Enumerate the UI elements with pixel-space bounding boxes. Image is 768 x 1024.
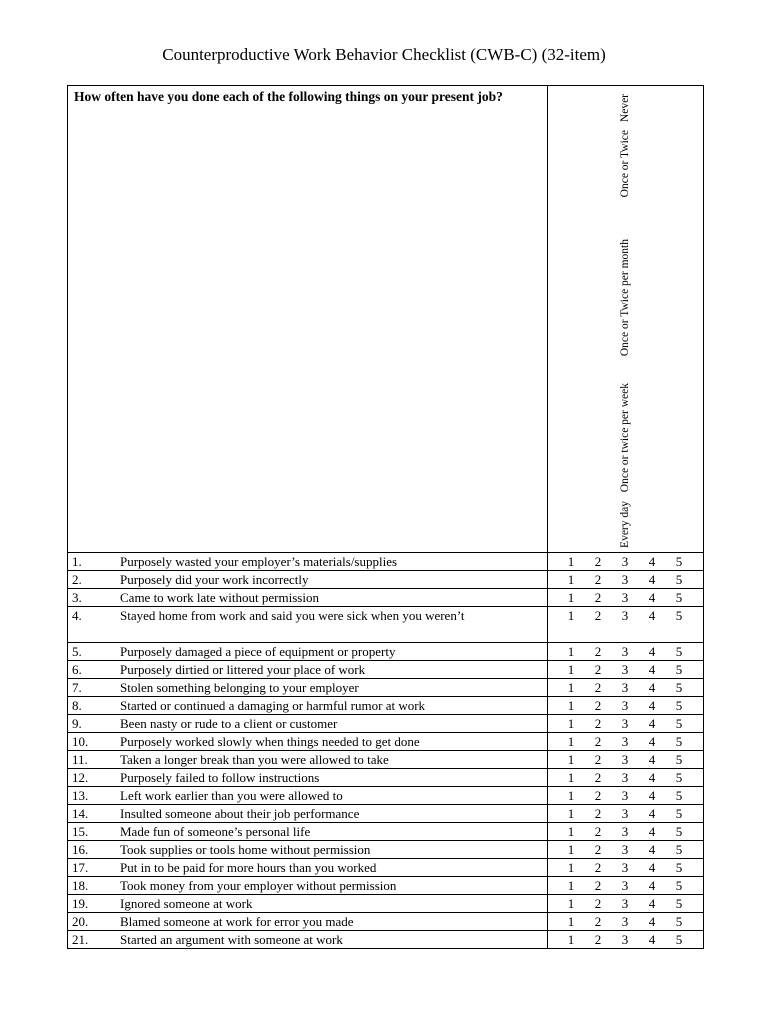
item-cell — [68, 823, 548, 841]
scale-option-4[interactable]: 4 — [648, 554, 656, 569]
table-row — [68, 805, 704, 823]
scale-option-1[interactable]: 1 — [567, 824, 575, 839]
scale-cell — [548, 877, 704, 895]
scale-option-2[interactable]: 2 — [594, 896, 602, 911]
scale-option-1[interactable]: 1 — [567, 698, 575, 713]
scale-option-2[interactable]: 2 — [594, 914, 602, 929]
scale-cell — [548, 643, 704, 661]
scale-option-2[interactable]: 2 — [594, 878, 602, 893]
scale-cell — [548, 751, 704, 769]
item-number: 18. — [72, 878, 89, 893]
scale-option-4[interactable]: 4 — [648, 842, 656, 857]
scale-option-1[interactable]: 1 — [567, 734, 575, 749]
scale-option-1[interactable]: 1 — [567, 842, 575, 857]
item-text: Started an argument with someone at work — [120, 932, 343, 947]
item-text: Been nasty or rude to a client or customer — [120, 716, 338, 731]
table-row — [68, 643, 704, 661]
item-text: Purposely did your work incorrectly — [120, 572, 309, 587]
scale-option-5[interactable]: 5 — [675, 770, 683, 785]
table-row — [68, 859, 704, 877]
item-cell — [68, 751, 548, 769]
scale-option-3[interactable]: 3 — [621, 680, 629, 695]
item-text: Took supplies or tools home without permission — [120, 842, 371, 857]
item-text: Started or continued a damaging or harmful rumor at work — [120, 698, 426, 713]
item-number: 3. — [72, 590, 82, 605]
scale-cell — [548, 715, 704, 733]
scale-cell — [548, 697, 704, 715]
item-number: 20. — [72, 914, 89, 929]
item-number: 11. — [72, 752, 88, 767]
scale-option-5[interactable]: 5 — [675, 554, 683, 569]
scale-option-3[interactable]: 3 — [621, 662, 629, 677]
frequency-label-once-twice-week: Once or twice per week — [619, 382, 631, 492]
item-number: 2. — [72, 572, 82, 587]
item-text: Left work earlier than you were allowed to — [120, 788, 343, 803]
scale-cell — [548, 571, 704, 589]
item-cell — [68, 661, 548, 679]
scale-option-1[interactable]: 1 — [567, 878, 575, 893]
scale-option-1[interactable]: 1 — [567, 788, 575, 803]
scale-option-5[interactable]: 5 — [675, 878, 683, 893]
scale-option-2[interactable]: 2 — [594, 590, 602, 605]
scale-option-2[interactable]: 2 — [594, 644, 602, 659]
scale-option-5[interactable]: 5 — [675, 734, 683, 749]
scale-option-4[interactable]: 4 — [648, 770, 656, 785]
scale-option-3[interactable]: 3 — [621, 932, 629, 947]
scale-option-5[interactable]: 5 — [675, 932, 683, 947]
item-cell — [68, 571, 548, 589]
table-row — [68, 823, 704, 841]
item-text: Stayed home from work and said you were sick when you weren’t — [120, 608, 465, 623]
item-cell — [68, 643, 548, 661]
scale-option-2[interactable]: 2 — [594, 554, 602, 569]
item-cell — [68, 895, 548, 913]
scale-option-4[interactable]: 4 — [648, 644, 656, 659]
checklist-table — [67, 85, 704, 949]
frequency-label-once-twice-month: Once or Twice per month — [619, 238, 631, 356]
item-number: 13. — [72, 788, 89, 803]
scale-option-1[interactable]: 1 — [567, 860, 575, 875]
item-text: Purposely failed to follow instructions — [120, 770, 320, 785]
scale-option-1[interactable]: 1 — [567, 896, 575, 911]
item-number: 5. — [72, 644, 82, 659]
scale-option-4[interactable]: 4 — [648, 896, 656, 911]
item-text: Came to work late without permission — [120, 590, 319, 605]
scale-option-5[interactable]: 5 — [675, 752, 683, 767]
scale-option-3[interactable]: 3 — [621, 752, 629, 767]
item-number: 14. — [72, 806, 89, 821]
scale-option-2[interactable]: 2 — [594, 806, 602, 821]
scale-option-3[interactable]: 3 — [621, 716, 629, 731]
header-row — [68, 86, 704, 553]
scale-cell — [548, 859, 704, 877]
scale-option-2[interactable]: 2 — [594, 698, 602, 713]
scale-option-3[interactable]: 3 — [621, 806, 629, 821]
item-number: 16. — [72, 842, 89, 857]
scale-cell — [548, 589, 704, 607]
scale-option-4[interactable]: 4 — [648, 662, 656, 677]
scale-option-1[interactable]: 1 — [567, 770, 575, 785]
scale-option-2[interactable]: 2 — [594, 572, 602, 587]
scale-option-1[interactable]: 1 — [567, 932, 575, 947]
item-number: 9. — [72, 716, 82, 731]
item-cell — [68, 589, 548, 607]
item-text: Purposely damaged a piece of equipment or property — [120, 644, 396, 659]
scale-option-3[interactable]: 3 — [621, 734, 629, 749]
question-cell — [68, 86, 548, 553]
table-row — [68, 895, 704, 913]
scale-option-5[interactable]: 5 — [675, 716, 683, 731]
frequency-header-cell — [548, 86, 704, 553]
scale-option-1[interactable]: 1 — [567, 680, 575, 695]
item-number: 10. — [72, 734, 89, 749]
scale-option-1[interactable]: 1 — [567, 806, 575, 821]
scale-option-4[interactable]: 4 — [648, 860, 656, 875]
frequency-label-every-day: Every day — [619, 501, 631, 548]
item-cell — [68, 841, 548, 859]
scale-option-5[interactable]: 5 — [675, 698, 683, 713]
table-row — [68, 553, 704, 571]
scale-option-3[interactable]: 3 — [621, 914, 629, 929]
scale-option-5[interactable]: 5 — [675, 860, 683, 875]
scale-option-3[interactable]: 3 — [621, 554, 629, 569]
scale-option-3[interactable]: 3 — [621, 860, 629, 875]
scale-option-4[interactable]: 4 — [648, 590, 656, 605]
item-cell — [68, 913, 548, 931]
item-cell — [68, 553, 548, 571]
item-text: Taken a longer break than you were allowed to take — [120, 752, 389, 767]
item-number: 15. — [72, 824, 89, 839]
document-title: Counterproductive Work Behavior Checklist (CWB-C) (32-item) — [162, 45, 606, 64]
table-row — [68, 607, 704, 643]
item-text: Ignored someone at work — [120, 896, 253, 911]
item-cell — [68, 697, 548, 715]
scale-option-4[interactable]: 4 — [648, 698, 656, 713]
table-row — [68, 571, 704, 589]
scale-option-4[interactable]: 4 — [648, 680, 656, 695]
table-row — [68, 589, 704, 607]
scale-option-4[interactable]: 4 — [648, 572, 656, 587]
scale-option-3[interactable]: 3 — [621, 572, 629, 587]
scale-option-3[interactable]: 3 — [621, 608, 629, 623]
scale-option-5[interactable]: 5 — [675, 644, 683, 659]
item-text: Purposely dirtied or littered your place of work — [120, 662, 366, 677]
scale-option-5[interactable]: 5 — [675, 662, 683, 677]
item-number: 7. — [72, 680, 82, 695]
scale-option-5[interactable]: 5 — [675, 608, 683, 623]
question-text: How often have you done each of the following things on your present job? — [74, 89, 503, 104]
scale-option-3[interactable]: 3 — [621, 644, 629, 659]
scale-option-3[interactable]: 3 — [621, 842, 629, 857]
scale-option-5[interactable]: 5 — [675, 590, 683, 605]
scale-cell — [548, 787, 704, 805]
item-cell — [68, 679, 548, 697]
item-cell — [68, 877, 548, 895]
scale-option-5[interactable]: 5 — [675, 572, 683, 587]
item-number: 6. — [72, 662, 82, 677]
scale-option-1[interactable]: 1 — [567, 590, 575, 605]
scale-cell — [548, 841, 704, 859]
item-text: Purposely wasted your employer’s materials/supplies — [120, 554, 398, 569]
scale-option-4[interactable]: 4 — [648, 734, 656, 749]
scale-option-1[interactable]: 1 — [567, 752, 575, 767]
table-row — [68, 877, 704, 895]
scale-option-2[interactable]: 2 — [594, 824, 602, 839]
table-row — [68, 913, 704, 931]
scale-option-2[interactable]: 2 — [594, 662, 602, 677]
table-row — [68, 931, 704, 949]
scale-option-4[interactable]: 4 — [648, 932, 656, 947]
table-row — [68, 715, 704, 733]
scale-option-2[interactable]: 2 — [594, 788, 602, 803]
scale-cell — [548, 553, 704, 571]
scale-cell — [548, 913, 704, 931]
item-number: 1. — [72, 554, 82, 569]
item-number: 12. — [72, 770, 89, 785]
scale-option-5[interactable]: 5 — [675, 806, 683, 821]
scale-cell — [548, 931, 704, 949]
item-cell — [68, 931, 548, 949]
scale-option-3[interactable]: 3 — [621, 698, 629, 713]
scale-option-1[interactable]: 1 — [567, 554, 575, 569]
item-cell — [68, 715, 548, 733]
frequency-label-never: Never — [619, 93, 631, 122]
scale-option-2[interactable]: 2 — [594, 716, 602, 731]
scale-option-4[interactable]: 4 — [648, 752, 656, 767]
item-number: 4. — [72, 608, 82, 623]
scale-cell — [548, 823, 704, 841]
item-text: Put in to be paid for more hours than you worked — [120, 860, 377, 875]
scale-option-2[interactable]: 2 — [594, 842, 602, 857]
item-cell — [68, 859, 548, 877]
scale-option-1[interactable]: 1 — [567, 608, 575, 623]
table-row — [68, 733, 704, 751]
item-text: Blamed someone at work for error you made — [120, 914, 354, 929]
scale-option-4[interactable]: 4 — [648, 878, 656, 893]
scale-cell — [548, 679, 704, 697]
scale-option-4[interactable]: 4 — [648, 716, 656, 731]
scale-option-5[interactable]: 5 — [675, 896, 683, 911]
item-number: 8. — [72, 698, 82, 713]
item-text: Insulted someone about their job performance — [120, 806, 360, 821]
item-cell — [68, 607, 548, 643]
table-row — [68, 679, 704, 697]
scale-option-3[interactable]: 3 — [621, 590, 629, 605]
scale-option-2[interactable]: 2 — [594, 680, 602, 695]
table-row — [68, 841, 704, 859]
scale-option-3[interactable]: 3 — [621, 896, 629, 911]
table-row — [68, 787, 704, 805]
scale-option-1[interactable]: 1 — [567, 914, 575, 929]
table-row — [68, 661, 704, 679]
item-text: Purposely worked slowly when things needed to get done — [120, 734, 420, 749]
scale-option-1[interactable]: 1 — [567, 716, 575, 731]
item-text: Stolen something belonging to your employer — [120, 680, 359, 695]
item-text: Took money from your employer without permission — [120, 878, 397, 893]
scale-option-2[interactable]: 2 — [594, 752, 602, 767]
scale-option-1[interactable]: 1 — [567, 572, 575, 587]
table-row — [68, 697, 704, 715]
scale-option-5[interactable]: 5 — [675, 842, 683, 857]
scale-cell — [548, 805, 704, 823]
scale-option-3[interactable]: 3 — [621, 770, 629, 785]
scale-option-4[interactable]: 4 — [648, 806, 656, 821]
scale-option-3[interactable]: 3 — [621, 824, 629, 839]
scale-cell — [548, 607, 704, 643]
item-text: Made fun of someone’s personal life — [120, 824, 311, 839]
scale-option-3[interactable]: 3 — [621, 878, 629, 893]
item-number: 17. — [72, 860, 89, 875]
scale-option-1[interactable]: 1 — [567, 644, 575, 659]
scale-option-5[interactable]: 5 — [675, 788, 683, 803]
scale-option-3[interactable]: 3 — [621, 788, 629, 803]
scale-option-4[interactable]: 4 — [648, 608, 656, 623]
scale-option-5[interactable]: 5 — [675, 680, 683, 695]
scale-option-5[interactable]: 5 — [675, 914, 683, 929]
scale-option-4[interactable]: 4 — [648, 914, 656, 929]
item-number: 19. — [72, 896, 89, 911]
scale-option-2[interactable]: 2 — [594, 770, 602, 785]
scale-option-2[interactable]: 2 — [594, 734, 602, 749]
scale-option-2[interactable]: 2 — [594, 932, 602, 947]
item-cell — [68, 787, 548, 805]
scale-option-2[interactable]: 2 — [594, 860, 602, 875]
scale-option-5[interactable]: 5 — [675, 824, 683, 839]
item-cell — [68, 733, 548, 751]
item-cell — [68, 805, 548, 823]
scale-option-4[interactable]: 4 — [648, 788, 656, 803]
scale-cell — [548, 769, 704, 787]
scale-cell — [548, 733, 704, 751]
frequency-label-once-twice: Once or Twice — [619, 129, 631, 197]
scale-option-1[interactable]: 1 — [567, 662, 575, 677]
scale-option-2[interactable]: 2 — [594, 608, 602, 623]
scale-cell — [548, 895, 704, 913]
item-number: 21. — [72, 932, 89, 947]
item-cell — [68, 769, 548, 787]
scale-cell — [548, 661, 704, 679]
table-row — [68, 751, 704, 769]
table-row — [68, 769, 704, 787]
scale-option-4[interactable]: 4 — [648, 824, 656, 839]
